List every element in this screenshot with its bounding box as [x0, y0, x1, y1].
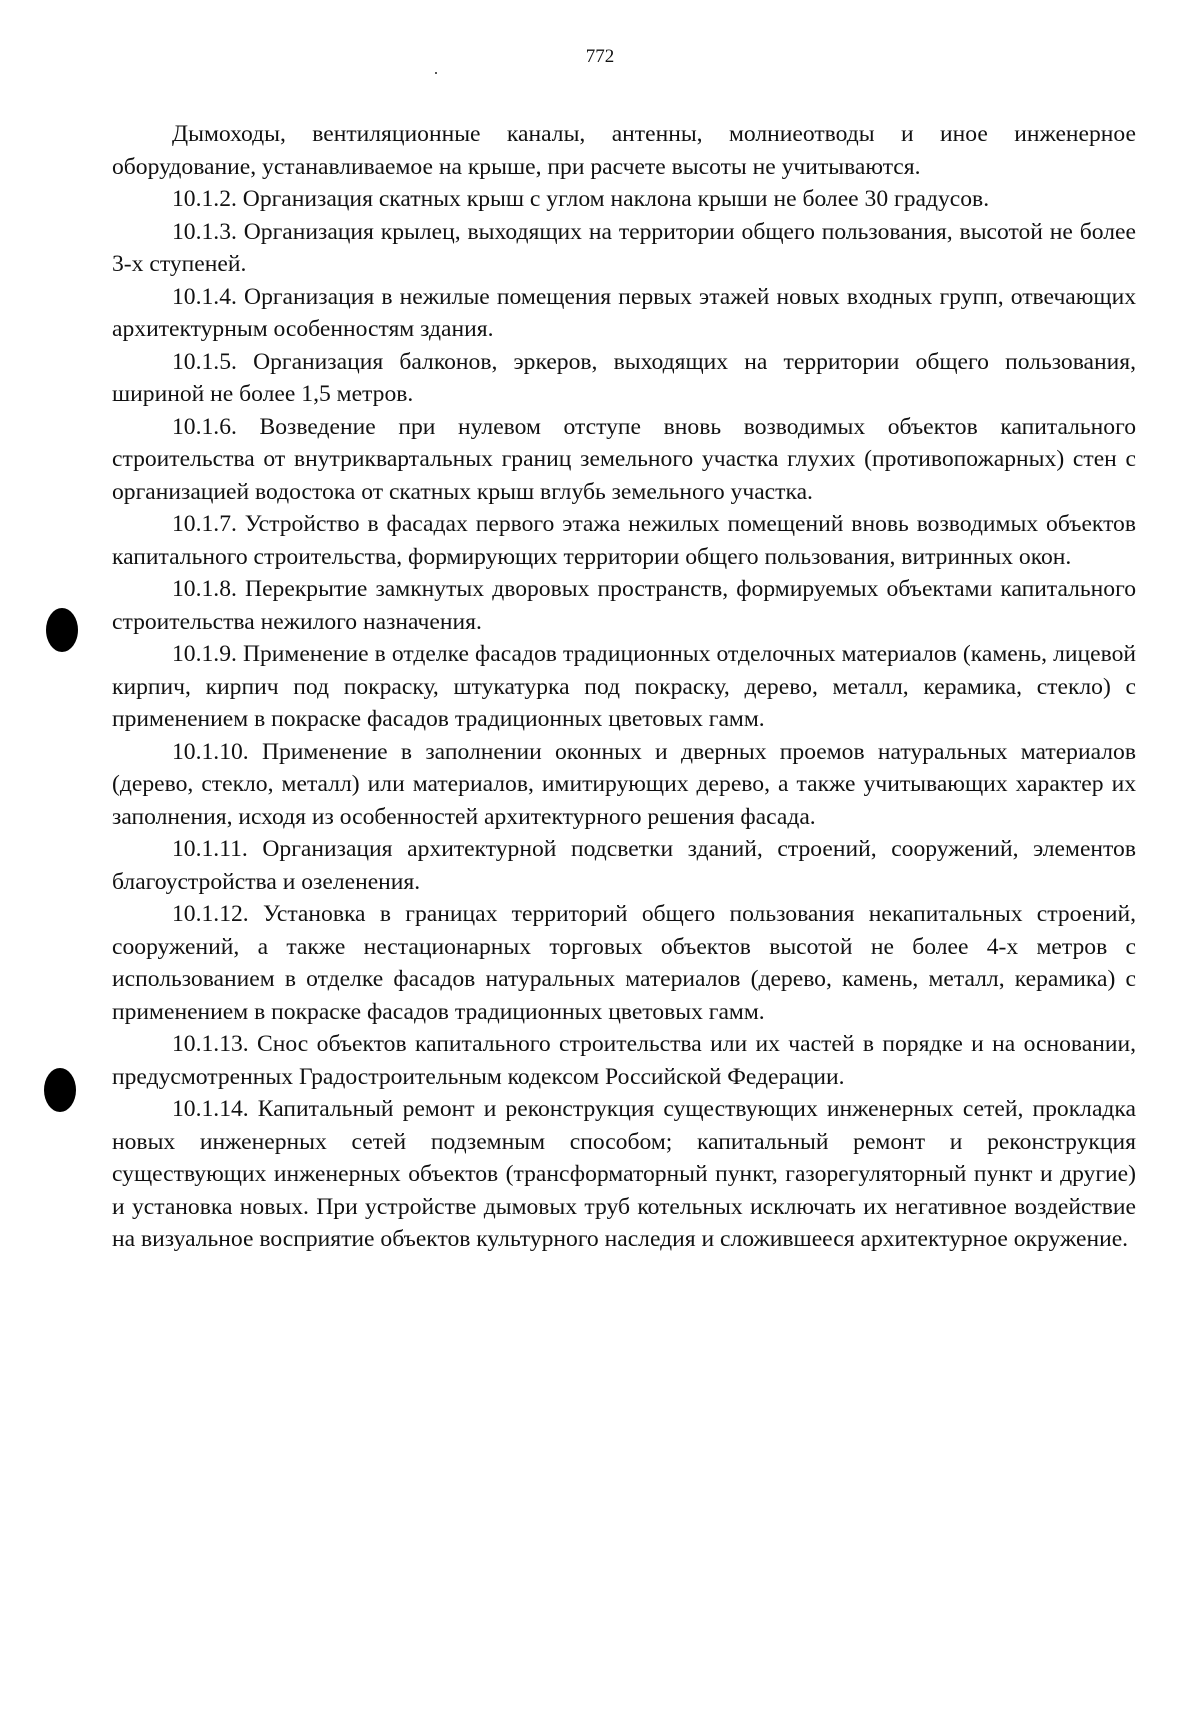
punch-hole [44, 1068, 76, 1112]
paragraph: 10.1.10. Применение в заполнении оконных и дверных проемов натуральных материалов (дерево, стекло, металл) или материалов, имитирующих дерево, а также учитывающих характер их заполнения, исходя из особенностей архитектурного решения фасада. [112, 738, 1136, 830]
paragraph: 10.1.7. Устройство в фасадах первого этажа нежилых помещений вновь возводимых объектов капитального строительства, формирующих территории общего пользования, витринных окон. [112, 511, 1136, 570]
paragraph: 10.1.9. Применение в отделке фасадов традиционных отделочных материалов (камень, лицевой кирпич, кирпич под покраску, штукатурка под покраску, дерево, металл, керамика, стекло) с применением в покраске фасадов традиционных цветовых гамм. [112, 641, 1136, 732]
paragraph: 10.1.5. Организация балконов, эркеров, выходящих на территории общего пользования, шириной не более 1,5 метров. [112, 348, 1136, 407]
scan-speck [435, 72, 437, 74]
paragraph: 10.1.11. Организация архитектурной подсветки зданий, строений, сооружений, элементов благоустройства и озеленения. [112, 836, 1136, 895]
paragraph: Дымоходы, вентиляционные каналы, антенны, молниеотводы и иное инженерное оборудование, устанавливаемое на крыше, при расчете высоты не учитываются. [112, 121, 1136, 180]
paragraph: 10.1.13. Снос объектов капитального строительства или их частей в порядке и на основании, предусмотренных Градостроительным кодексом Российской Федерации. [112, 1031, 1136, 1090]
paragraph: 10.1.4. Организация в нежилые помещения первых этажей новых входных групп, отвечающих архитектурным особенностям здания. [112, 283, 1136, 342]
paragraph: 10.1.3. Организация крылец, выходящих на территории общего пользования, высотой не более 3-х ступеней. [112, 218, 1136, 277]
paragraph: 10.1.6. Возведение при нулевом отступе вновь возводимых объектов капитального строительства от внутриквартальных границ земельного участка глухих (противопожарных) стен с организацией водостока от скатных крыш вглубь земельного участка. [112, 413, 1136, 505]
paragraph: 10.1.12. Установка в границах территорий общего пользования некапитальных строений, сооружений, а также нестационарных торговых объектов высотой не более 4-х метров с использованием в отделке фасадов натуральных материалов (дерево, камень, металл, керамика) с применением в покраске фасадов традиционных цветовых гамм. [112, 901, 1136, 1025]
document-body [112, 118, 1136, 1256]
paragraph: 10.1.14. Капитальный ремонт и реконструкция существующих инженерных сетей, прокладка новых инженерных сетей подземным способом; капитальный ремонт и реконструкция существующих инженерных объектов (трансформаторный пункт, газорегуляторный пункт и другие) и установка новых. При устройстве дымовых труб котельных исключать их негативное воздействие на визуальное восприятие объектов культурного наследия и сложившееся архитектурное окружение. [112, 1096, 1136, 1252]
page-number: 772 [585, 46, 615, 67]
paragraph: 10.1.2. Организация скатных крыш с углом наклона крыши не более 30 градусов. [172, 186, 990, 212]
punch-hole [46, 608, 78, 652]
paragraph: 10.1.8. Перекрытие замкнутых дворовых пространств, формируемых объектами капитального строительства нежилого назначения. [112, 576, 1136, 635]
